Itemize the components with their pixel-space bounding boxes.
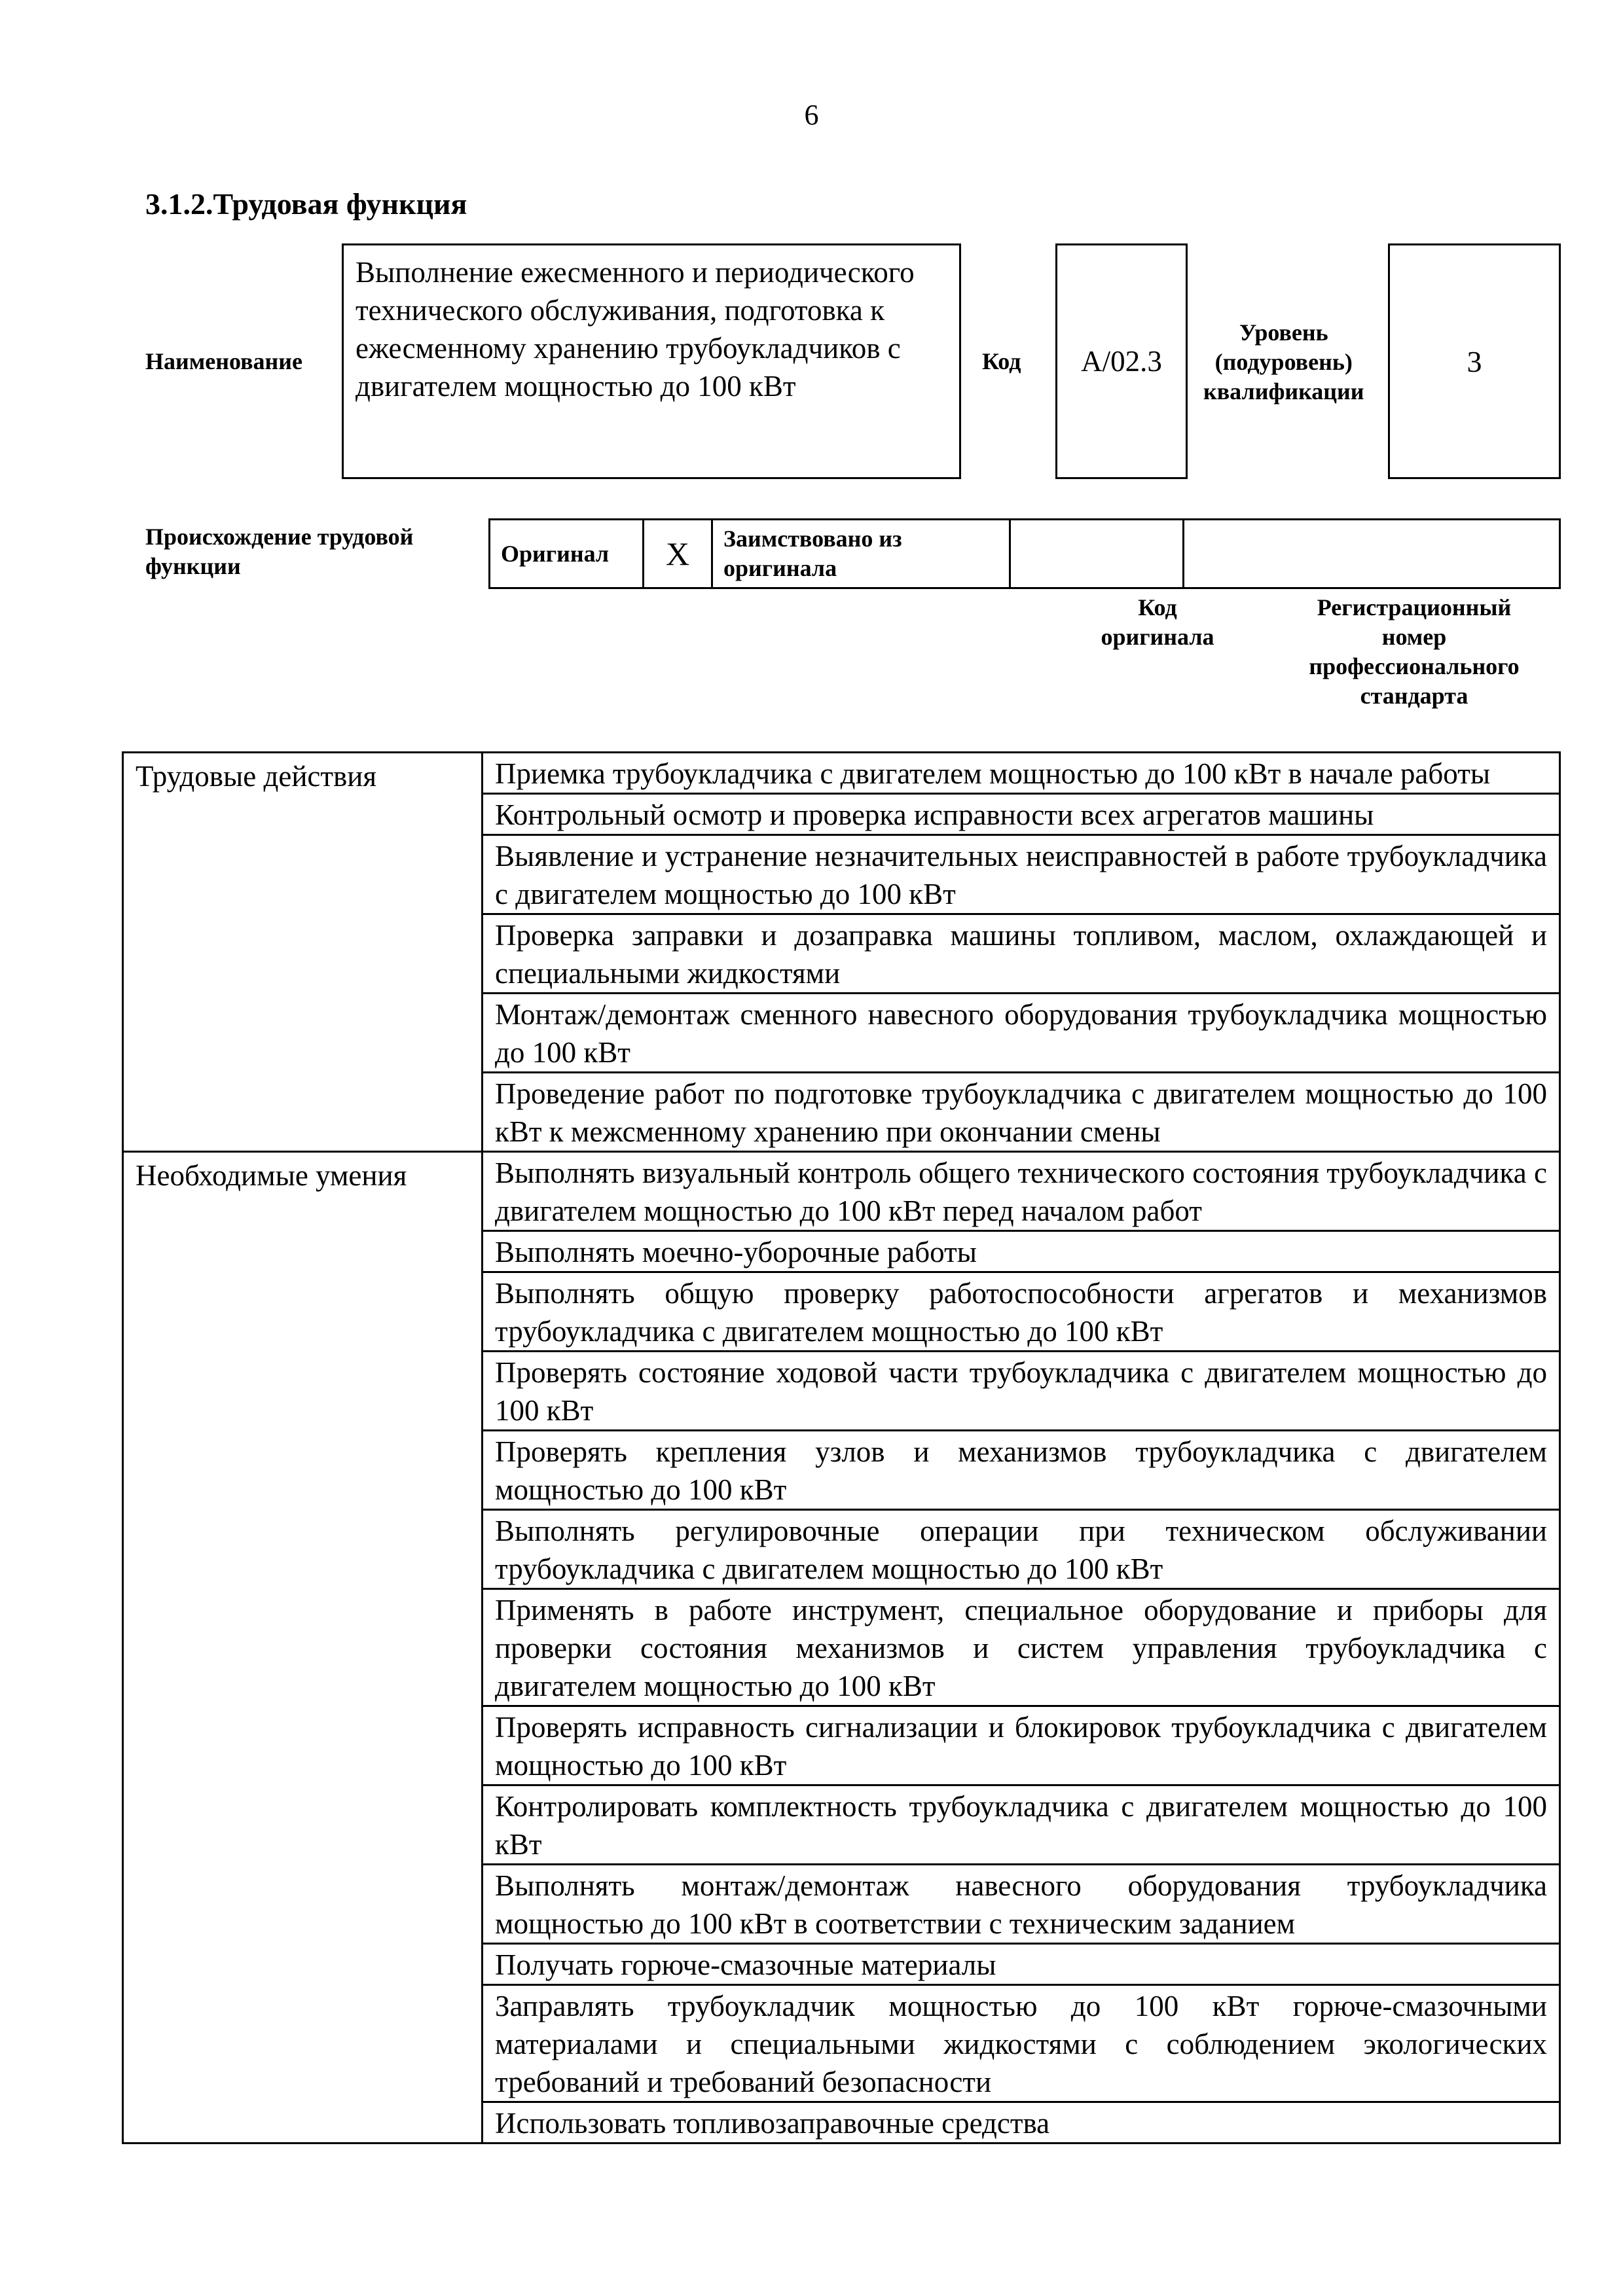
skill-item: Контролировать комплектность трубоукладчика с двигателем мощностью до 100 кВт — [483, 1785, 1560, 1865]
level-label-line-3: квалификации — [1203, 378, 1364, 404]
registration-number-cell — [1184, 520, 1560, 588]
level-label-line-2: (подуровень) — [1214, 349, 1353, 375]
skill-item: Получать горюче-смазочные материалы — [483, 1944, 1560, 1985]
qualification-level-label — [1203, 318, 1364, 406]
borrowed-label-line-2: оригинала — [723, 555, 837, 581]
caption-reg-line-1: Регистрационный — [1317, 594, 1512, 620]
qualification-level-box: 3 — [1388, 243, 1561, 479]
level-label-line-1: Уровень — [1239, 319, 1328, 346]
skill-item: Проверять крепления узлов и механизмов трубоукладчика с двигателем мощностью до 100 кВт — [483, 1431, 1560, 1510]
borrowed-label — [712, 520, 1010, 588]
name-label: Наименование — [145, 348, 302, 374]
caption-registration-number — [1277, 593, 1552, 711]
actions-label: Трудовые действия — [123, 753, 483, 1152]
table-row — [123, 1152, 1560, 1231]
code-label: Код — [982, 348, 1021, 374]
origin-table — [488, 518, 1561, 589]
skill-item: Использовать топливозаправочные средства — [483, 2102, 1560, 2144]
action-item: Приемка трубоукладчика с двигателем мощностью до 100 кВт в начале работы — [483, 753, 1560, 794]
origin-label — [145, 522, 413, 581]
original-mark: X — [644, 520, 712, 588]
caption-code-line-1: Код — [1138, 594, 1177, 620]
function-code-box: А/02.3 — [1055, 243, 1188, 479]
skill-item: Проверять исправность сигнализации и блокировок трубоукладчика с двигателем мощностью до 100 кВт — [483, 1706, 1560, 1785]
action-item: Монтаж/демонтаж сменного навесного оборудования трубоукладчика мощностью до 100 кВт — [483, 994, 1560, 1073]
skill-item: Заправлять трубоукладчик мощностью до 100 кВт горюче-смазочными материалами и специальными жидкостями с соблюдением экологических требований и требований безопасности — [483, 1985, 1560, 2102]
caption-reg-line-4: стандарта — [1360, 683, 1468, 709]
skills-label: Необходимые умения — [123, 1152, 483, 2144]
skill-item: Выполнять общую проверку работоспособности агрегатов и механизмов трубоукладчика с двигателем мощностью до 100 кВт — [483, 1272, 1560, 1352]
caption-reg-line-2: номер — [1381, 624, 1447, 650]
skill-item: Проверять состояние ходовой части трубоукладчика с двигателем мощностью до 100 кВт — [483, 1352, 1560, 1431]
table-row — [123, 753, 1560, 794]
action-item: Контрольный осмотр и проверка исправности всех агрегатов машины — [483, 794, 1560, 835]
skill-item: Выполнять монтаж/демонтаж навесного оборудования трубоукладчика мощностью до 100 кВт в соответствии с техническим заданием — [483, 1865, 1560, 1944]
skill-item: Применять в работе инструмент, специальное оборудование и приборы для проверки состояния механизмов и систем управления трубоукладчика с двигателем мощностью до 100 кВт — [483, 1589, 1560, 1706]
caption-reg-line-3: профессионального — [1309, 653, 1520, 679]
function-name-box: Выполнение ежесменного и периодического технического обслуживания, подготовка к ежесменному хранению трубоукладчиков с двигателем мощностью до 100 кВт — [342, 243, 961, 479]
labor-function-table — [122, 751, 1561, 2144]
skill-item: Выполнять визуальный контроль общего технического состояния трубоукладчика с двигателем мощностью до 100 кВт перед началом работ — [483, 1152, 1560, 1231]
borrowed-label-line-1: Заимствовано из — [723, 526, 902, 552]
origin-label-line-2: функции — [145, 553, 241, 579]
origin-label-line-1: Происхождение трудовой — [145, 524, 414, 550]
page-number: 6 — [804, 99, 819, 131]
skill-item: Выполнять моечно-уборочные работы — [483, 1231, 1560, 1272]
caption-original-code — [1066, 593, 1249, 652]
action-item: Выявление и устранение незначительных неисправностей в работе трубоукладчика с двигателем мощностью до 100 кВт — [483, 835, 1560, 914]
caption-code-line-2: оригинала — [1101, 624, 1214, 650]
action-item: Проведение работ по подготовке трубоукладчика с двигателем мощностью до 100 кВт к межсменному хранению при окончании смены — [483, 1073, 1560, 1152]
original-label: Оригинал — [490, 520, 644, 588]
action-item: Проверка заправки и дозаправка машины топливом, маслом, охлаждающей и специальными жидкостями — [483, 914, 1560, 994]
skill-item: Выполнять регулировочные операции при техническом обслуживании трубоукладчика с двигателем мощностью до 100 кВт — [483, 1510, 1560, 1589]
original-code-cell — [1010, 520, 1184, 588]
section-title: 3.1.2.Трудовая функция — [145, 187, 467, 221]
